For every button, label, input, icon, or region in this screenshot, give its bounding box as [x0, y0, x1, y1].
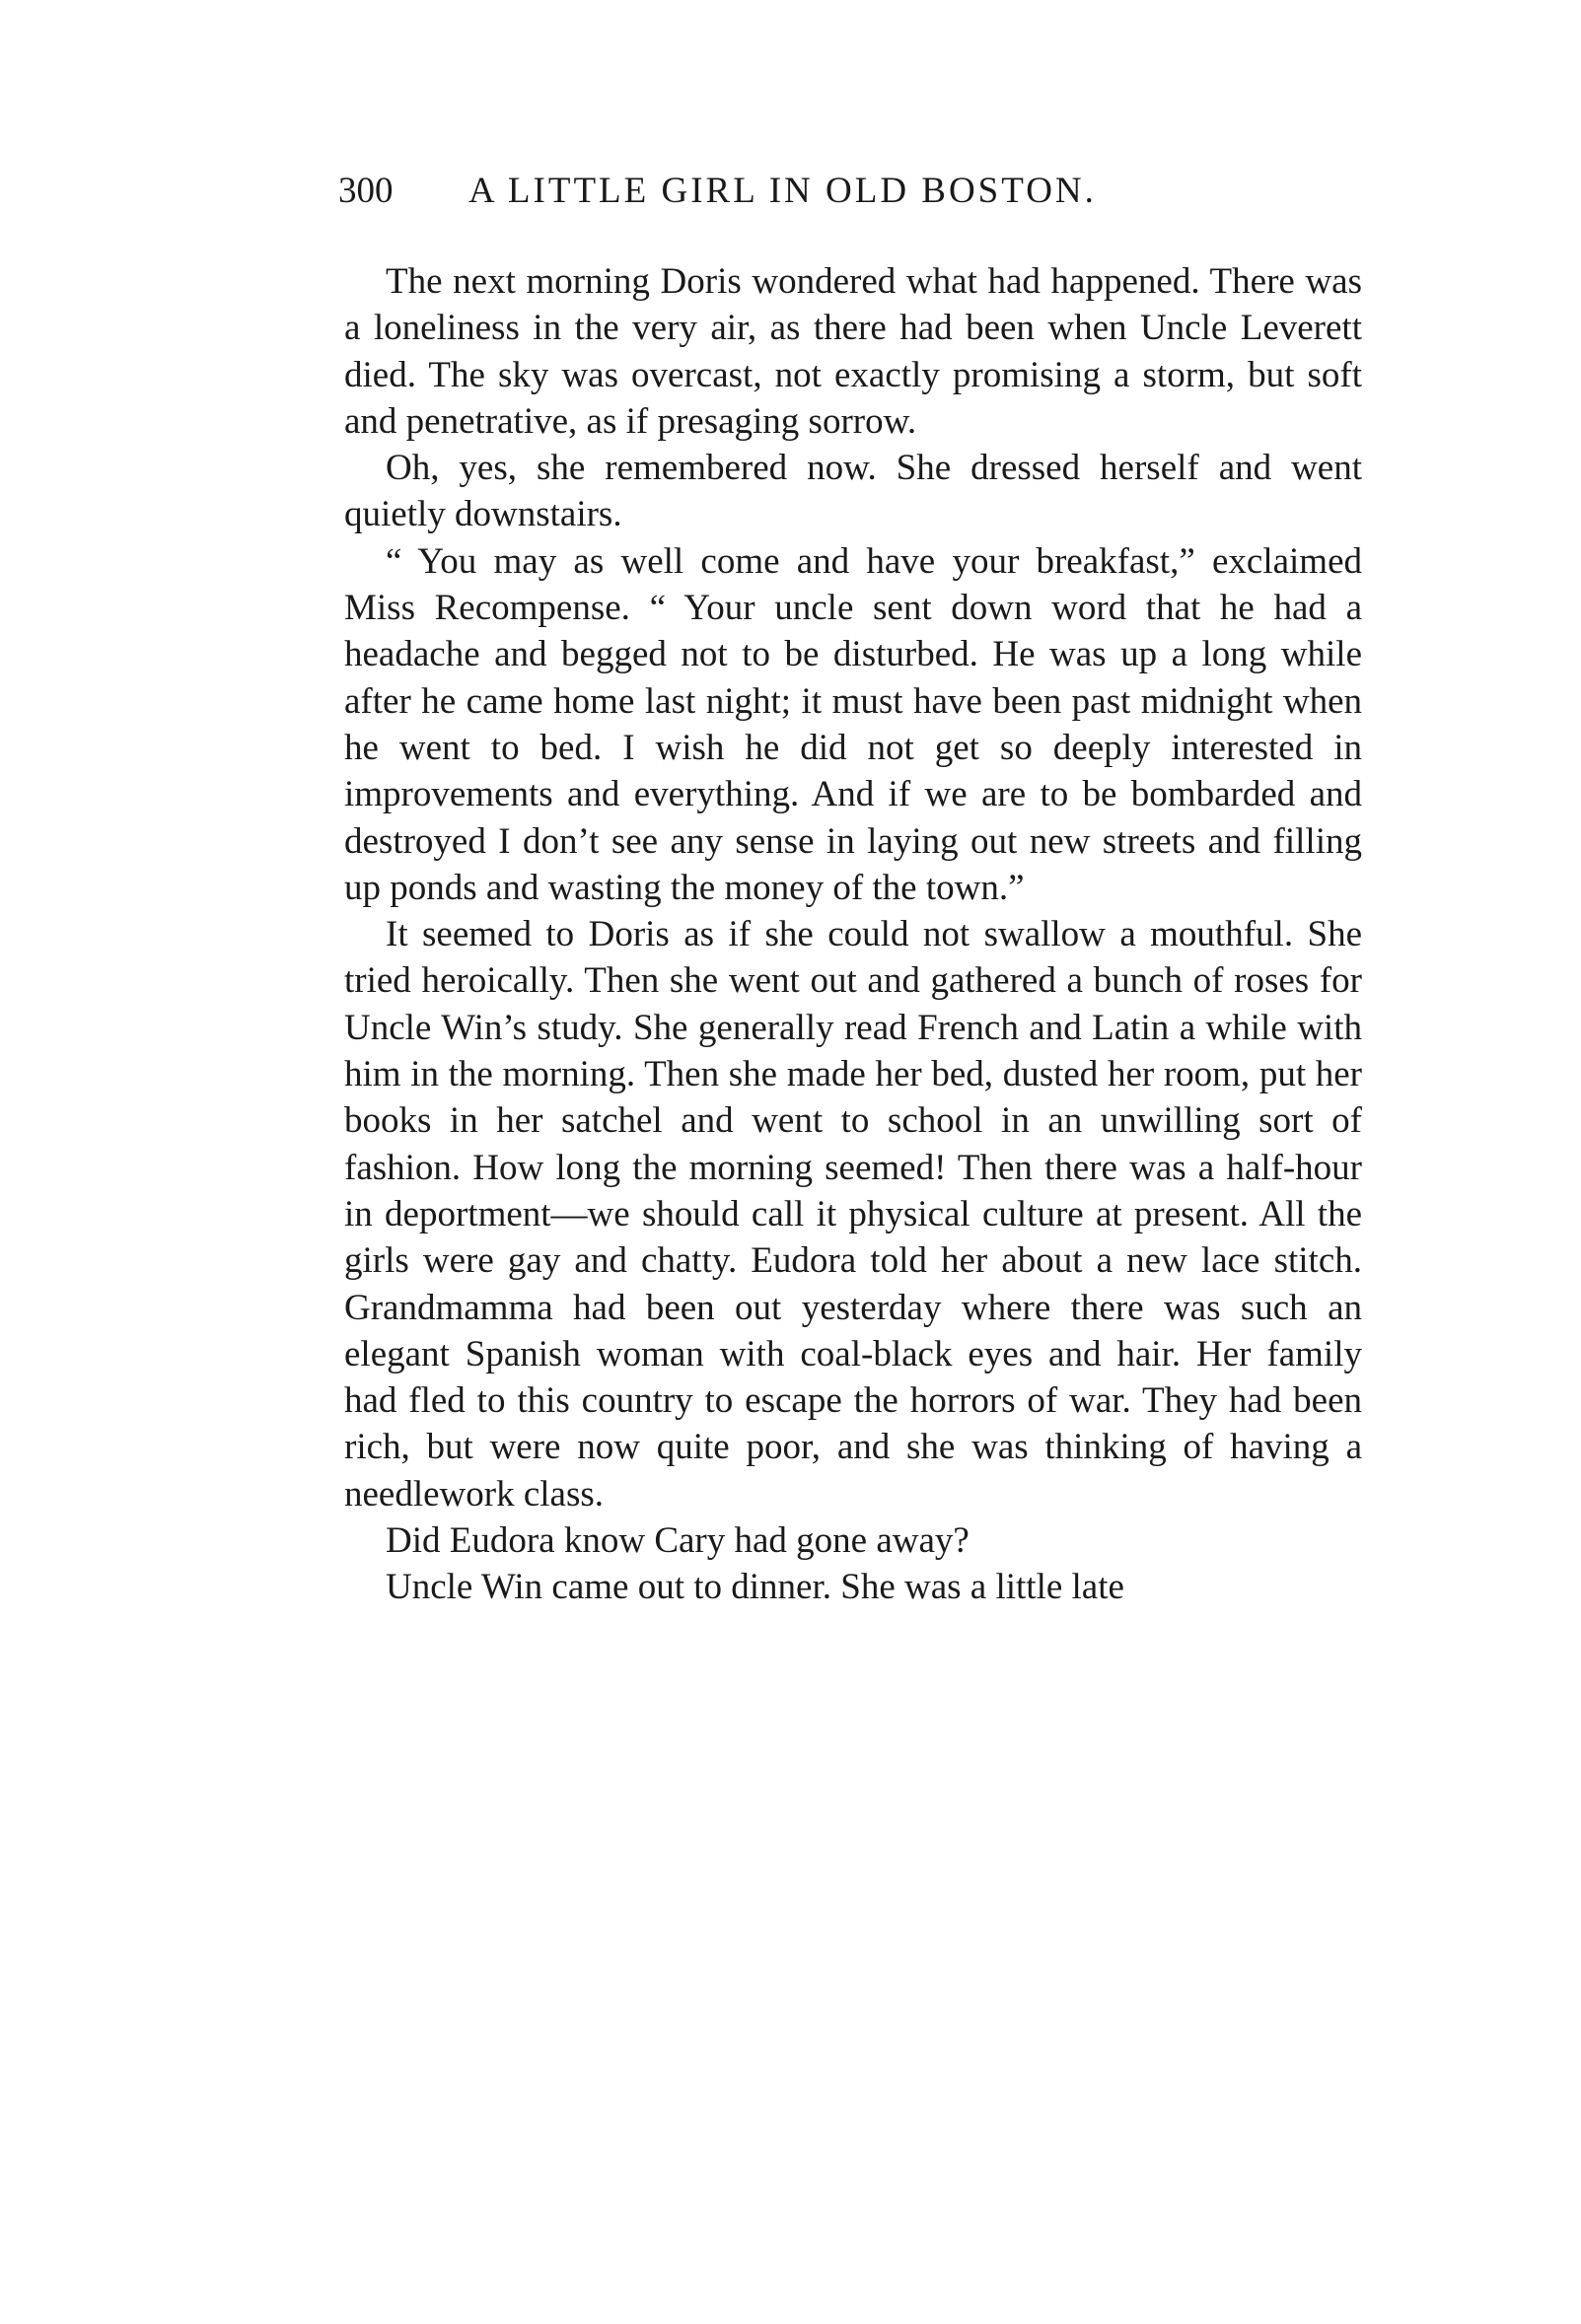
paragraph: The next morning Doris wondered what had happened. There was a loneliness in the very air, as there had been when Uncle Leverett died. The sky was overcast, not exactly promising a storm, but soft and penetrative, as if presaging sorrow. — [344, 261, 1362, 442]
paragraph: Oh, yes, she remembered now. She dressed herself and went quietly downstairs. — [344, 448, 1362, 535]
paragraph: “ You may as well come and have your breakfast,” exclaimed Miss Recompense. “ Your uncle sent down word that he had a headache and begged not to be disturbed. He was up a long while after he came home last night; it must have been past midnight when he went to bed. I wish he did not get so deeply interested in improvements and everything. And if we are to be bombarded and destroyed I don’t see any sense in laying out new streets and filling up ponds and wasting the money of the town.” — [344, 540, 1362, 908]
page-number: 300 — [338, 171, 394, 211]
book-title: A LITTLE GIRL IN OLD BOSTON. — [468, 171, 1097, 211]
paragraph: Uncle Win came out to dinner. She was a little late — [386, 1567, 1124, 1608]
paragraph: It seemed to Doris as if she could not swallow a mouthful. She tried heroically. Then she went out and gathered a bunch of roses for Uncle Win’s study. She generally read French and Latin a while with him in the morning. Then she made her bed, dusted her room, put her books in her satchel and went to school in an unwilling sort of fashion. How long the morning seemed! Then there was a half-hour in deportment—we should call it physical culture at present. All the girls were gay and chatty. Eudora told her about a new lace stitch. Grandmamma had been out yesterday where there was such an elegant Spanish woman with coal-black eyes and hair. Her family had fled to this country to escape the horrors of war. They had been rich, but were now quite poor, and she was thinking of having a needlework class. — [344, 914, 1362, 1514]
paragraph: Did Eudora know Cary had gone away? — [386, 1520, 970, 1562]
body-text — [344, 258, 1362, 1611]
running-head — [338, 170, 1246, 229]
